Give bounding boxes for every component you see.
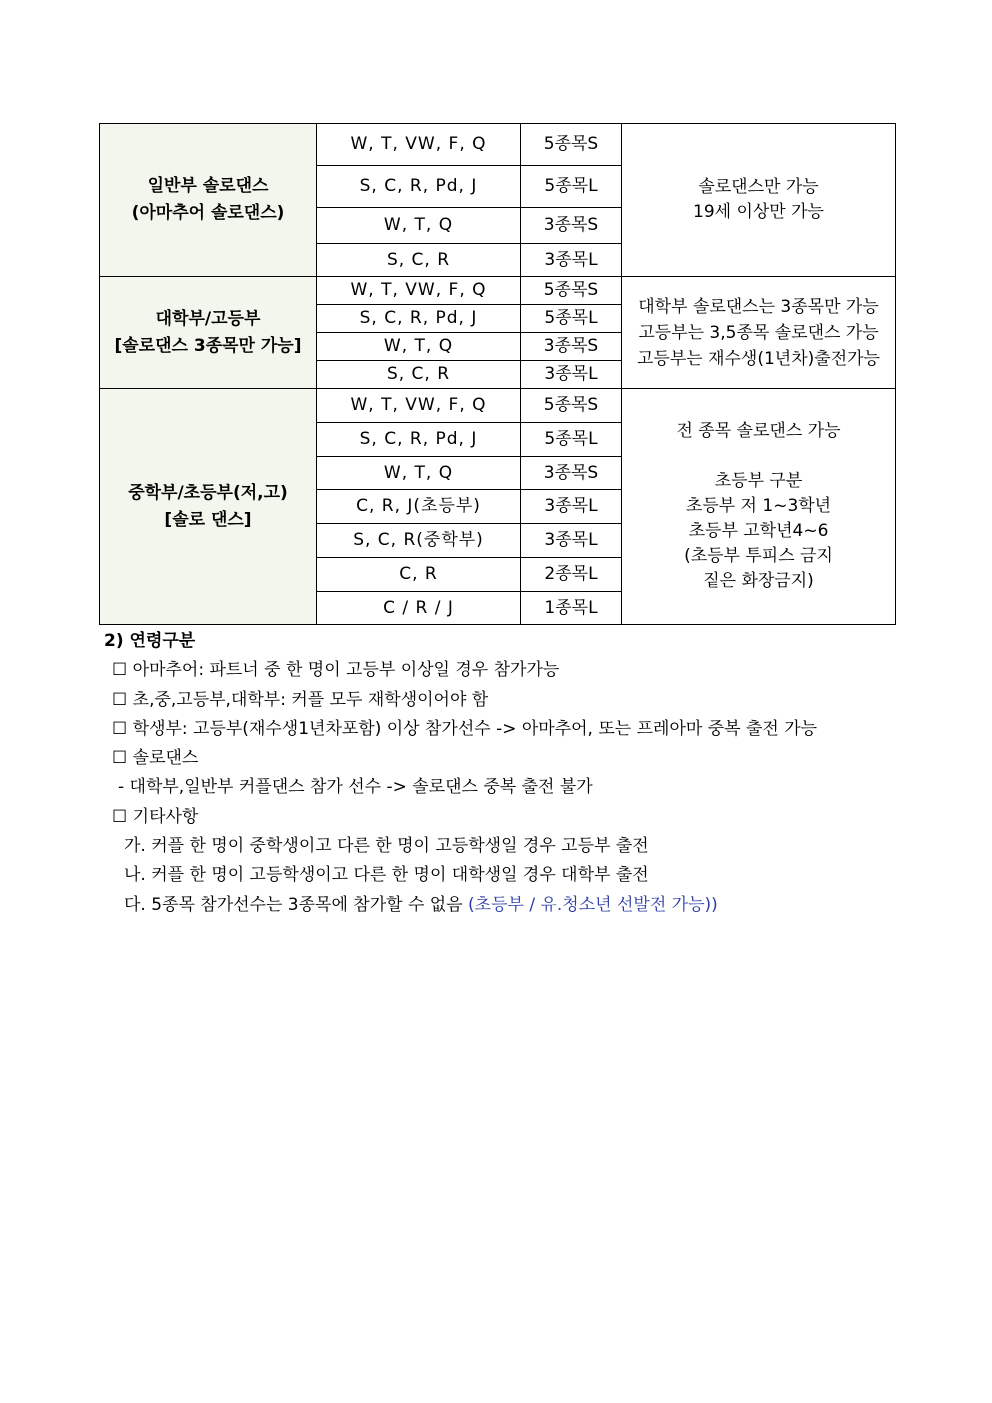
events-cell: W, T, Q (317, 457, 521, 490)
type-cell: 3종목S (521, 457, 622, 490)
type-cell: 3종목L (521, 361, 622, 389)
note-cell (622, 124, 896, 277)
type-cell: 3종목S (521, 333, 622, 361)
events-cell: S, C, R (317, 361, 521, 389)
note-line: 19세 이상만 가능 (693, 202, 824, 222)
note-line: 초등부 고학년4~6 (688, 521, 829, 541)
note-line: 고등부는 3,5종목 솔로댄스 가능 (638, 322, 879, 343)
type-cell: 2종목L (521, 558, 622, 592)
type-cell: 5종목L (521, 166, 622, 208)
events-cell: W, T, VW, F, Q (317, 389, 521, 423)
events-cell: C / R / J (317, 592, 521, 625)
events-cell: S, C, R, Pd, J (317, 423, 521, 457)
division-cell (100, 277, 317, 389)
events-cell: C, R (317, 558, 521, 592)
type-cell: 3종목S (521, 208, 622, 244)
division-cell (100, 389, 317, 625)
etc-item-da-note: (초등부 / 유.청소년 선발전 가능)) (468, 894, 718, 915)
events-cell: C, R, J(초등부) (317, 490, 521, 524)
age-item-student: ☐ 학생부: 고등부(재수생1년차포함) 이상 참가선수 -> 아마추어, 또는 프레아마 중복 출전 가능 (112, 718, 818, 739)
events-cell: W, T, VW, F, Q (317, 124, 521, 166)
events-cell: S, C, R, Pd, J (317, 166, 521, 208)
type-cell: 5종목S (521, 389, 622, 423)
division-sub: [솔로댄스 3종목만 가능] (114, 335, 302, 356)
age-heading: 2) 연령구분 (104, 631, 196, 651)
events-cell: S, C, R (317, 244, 521, 277)
type-cell: 1종목L (521, 592, 622, 625)
division-name: 대학부/고등부 (155, 308, 261, 329)
events-cell: W, T, VW, F, Q (317, 277, 521, 305)
age-section (104, 627, 904, 920)
note-line: 고등부는 재수생(1년차)출전가능 (637, 348, 880, 369)
events-cell: S, C, R(중학부) (317, 524, 521, 558)
note-line: 솔로댄스만 가능 (698, 177, 819, 197)
events-cell: W, T, Q (317, 333, 521, 361)
division-name: 중학부/초등부(저,고) (128, 482, 288, 503)
note-line: 짙은 화장금지) (703, 571, 814, 591)
division-table (99, 123, 896, 625)
age-item-solo: ☐ 솔로댄스 (112, 748, 199, 769)
division-sub: (아마추어 솔로댄스) (131, 203, 285, 223)
division-sub: [솔로 댄스] (164, 509, 252, 530)
age-item-student-divisions: ☐ 초,중,고등부,대학부: 커플 모두 재학생이어야 함 (112, 689, 489, 710)
age-item-amateur: ☐ 아마추어: 파트너 중 한 명이 고등부 이상일 경우 참가가능 (112, 660, 560, 681)
type-cell: 5종목S (521, 277, 622, 305)
note-cell (622, 277, 896, 389)
type-cell: 3종목L (521, 244, 622, 277)
division-name: 일반부 솔로댄스 (147, 176, 269, 196)
etc-item-da (104, 891, 904, 920)
note-line: 전 종목 솔로댄스 가능 (676, 421, 841, 441)
etc-item-ga: 가. 커플 한 명이 중학생이고 다른 한 명이 고등학생일 경우 고등부 출전 (124, 836, 649, 857)
etc-item-na: 나. 커플 한 명이 고등학생이고 다른 한 명이 대학생일 경우 대학부 출전 (124, 865, 649, 886)
division-cell (100, 124, 317, 277)
etc-item-da-text: 다. 5종목 참가선수는 3종목에 참가할 수 없음 (124, 894, 463, 915)
note-line: 대학부 솔로댄스는 3종목만 가능 (638, 296, 879, 317)
note-line: 초등부 구분 (714, 471, 803, 491)
events-cell: W, T, Q (317, 208, 521, 244)
type-cell: 5종목L (521, 423, 622, 457)
note-cell (622, 389, 896, 625)
note-line: 초등부 저 1~3학년 (685, 496, 832, 516)
type-cell: 5종목S (521, 124, 622, 166)
type-cell: 3종목L (521, 490, 622, 524)
age-item-solo-detail: - 대학부,일반부 커플댄스 참가 선수 -> 솔로댄스 중복 출전 불가 (118, 777, 593, 798)
age-item-etc: ☐ 기타사항 (112, 806, 199, 827)
type-cell: 5종목L (521, 305, 622, 333)
type-cell: 3종목L (521, 524, 622, 558)
note-line (622, 444, 895, 469)
note-line: (초등부 투피스 금지 (684, 546, 833, 566)
events-cell: S, C, R, Pd, J (317, 305, 521, 333)
